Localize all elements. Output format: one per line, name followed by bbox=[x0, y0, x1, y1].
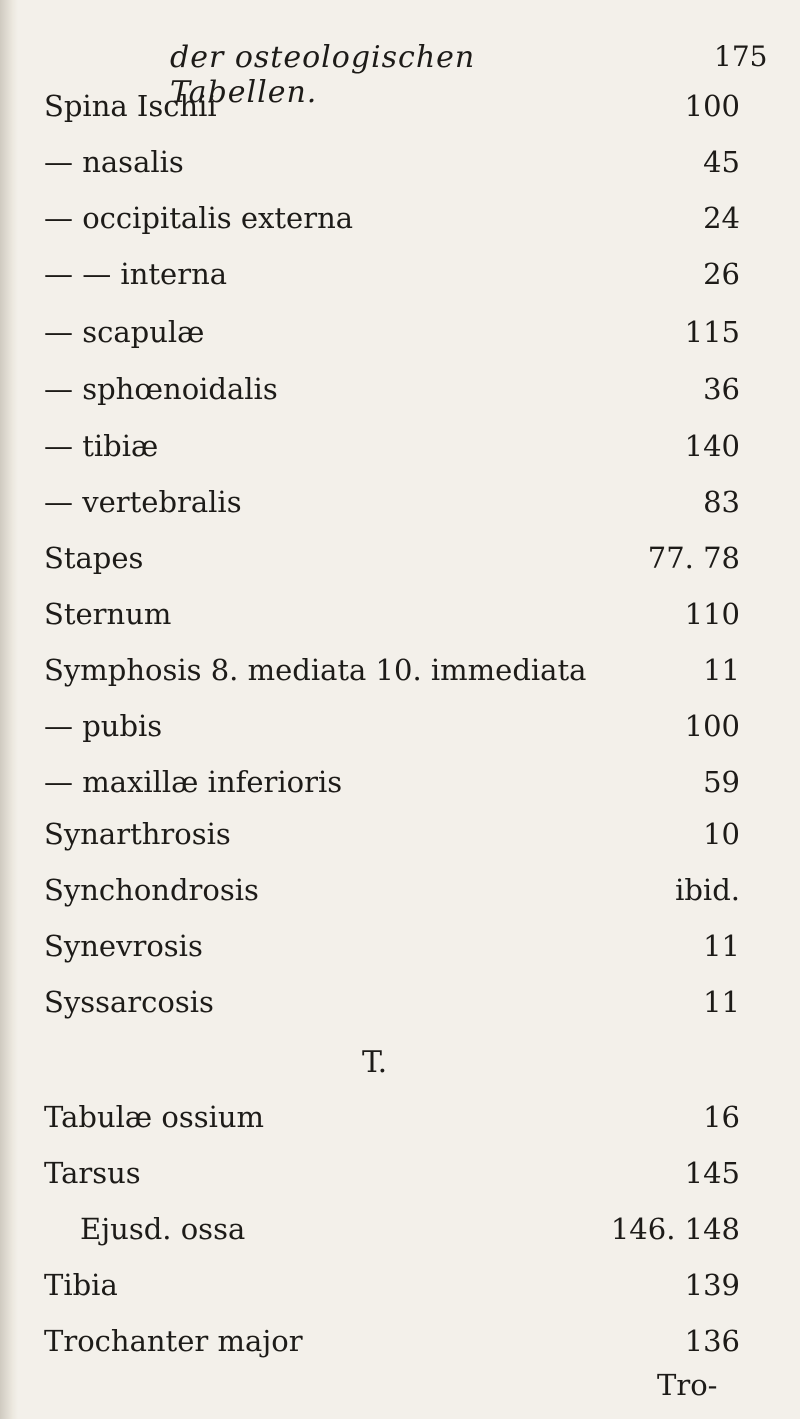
entry-page-ref: 139 bbox=[684, 1268, 740, 1302]
entry-page-ref: 136 bbox=[684, 1324, 740, 1358]
entry-page-ref: 11 bbox=[703, 985, 740, 1019]
entry-term: Synchondrosis bbox=[44, 873, 259, 907]
entry-term: Trochanter major bbox=[44, 1324, 303, 1358]
index-entry bbox=[0, 929, 800, 975]
entry-term: Tarsus bbox=[44, 1156, 141, 1190]
entry-page-ref: 45 bbox=[703, 145, 740, 179]
entry-page-ref: 145 bbox=[684, 1156, 740, 1190]
entry-term: — scapulæ bbox=[44, 315, 205, 349]
index-entry bbox=[0, 89, 800, 135]
index-entry bbox=[0, 873, 800, 919]
index-entry bbox=[0, 1268, 800, 1314]
entry-page-ref: 16 bbox=[703, 1100, 740, 1134]
entry-page-ref: 36 bbox=[703, 372, 740, 406]
index-entry bbox=[0, 145, 800, 191]
entry-page-ref: 140 bbox=[684, 429, 740, 463]
index-entry bbox=[0, 201, 800, 247]
index-entry bbox=[0, 653, 800, 699]
index-entry bbox=[0, 315, 800, 361]
entry-term: — sphœnoidalis bbox=[44, 372, 278, 406]
catchword: Tro- bbox=[657, 1368, 718, 1402]
entry-term: Sternum bbox=[44, 597, 172, 631]
entry-term: Tabulæ ossium bbox=[44, 1100, 265, 1134]
entry-page-ref: 83 bbox=[703, 485, 740, 519]
entry-page-ref: 146. 148 bbox=[610, 1212, 740, 1246]
entry-page-ref: 100 bbox=[684, 709, 740, 743]
entry-term: — pubis bbox=[44, 709, 163, 743]
entry-page-ref: 11 bbox=[703, 929, 740, 963]
index-entry bbox=[0, 985, 800, 1031]
entry-page-ref: 110 bbox=[684, 597, 740, 631]
entry-page-ref: 11 bbox=[703, 653, 740, 687]
entry-term: — maxillæ inferioris bbox=[44, 765, 343, 799]
entry-term: — — interna bbox=[44, 257, 228, 291]
entry-page-ref: 10 bbox=[703, 817, 740, 851]
entry-page-ref: 26 bbox=[703, 257, 740, 291]
entry-term: Stapes bbox=[44, 541, 144, 575]
index-entry bbox=[0, 541, 800, 587]
index-entry bbox=[0, 485, 800, 531]
entry-page-ref: 59 bbox=[703, 765, 740, 799]
entry-page-ref: 77. 78 bbox=[647, 541, 740, 575]
index-entry bbox=[0, 1156, 800, 1202]
entry-term: Synevrosis bbox=[44, 929, 203, 963]
index-entry bbox=[0, 597, 800, 643]
entry-term: Spina Ischii bbox=[44, 89, 217, 123]
page-title: der osteologischen Tabellen. bbox=[170, 40, 476, 110]
entry-term: — nasalis bbox=[44, 145, 184, 179]
index-entry bbox=[0, 372, 800, 418]
entry-term: Tibia bbox=[44, 1268, 118, 1302]
entry-term: Symphosis 8. mediata 10. immediata bbox=[44, 653, 587, 687]
index-entry bbox=[0, 1324, 800, 1370]
index-entry bbox=[0, 709, 800, 755]
index-entry bbox=[0, 257, 800, 303]
entry-term: Ejusd. ossa bbox=[80, 1212, 246, 1246]
entry-page-ref: ibid. bbox=[675, 873, 740, 907]
index-entry bbox=[0, 817, 800, 863]
entry-term: — occipitalis externa bbox=[44, 201, 354, 235]
entry-term: — vertebralis bbox=[44, 485, 242, 519]
section-letter: T. bbox=[362, 1045, 388, 1080]
index-entry bbox=[0, 765, 800, 811]
entry-term: Syssarcosis bbox=[44, 985, 214, 1019]
entry-term: — tibiæ bbox=[44, 429, 159, 463]
entry-page-ref: 100 bbox=[684, 89, 740, 123]
entry-page-ref: 24 bbox=[703, 201, 740, 235]
index-entry bbox=[0, 1100, 800, 1146]
entry-term: Synarthrosis bbox=[44, 817, 231, 851]
entry-page-ref: 115 bbox=[684, 315, 740, 349]
index-entry bbox=[0, 429, 800, 475]
index-entry bbox=[0, 1212, 800, 1258]
page-number: 175 bbox=[714, 40, 768, 73]
